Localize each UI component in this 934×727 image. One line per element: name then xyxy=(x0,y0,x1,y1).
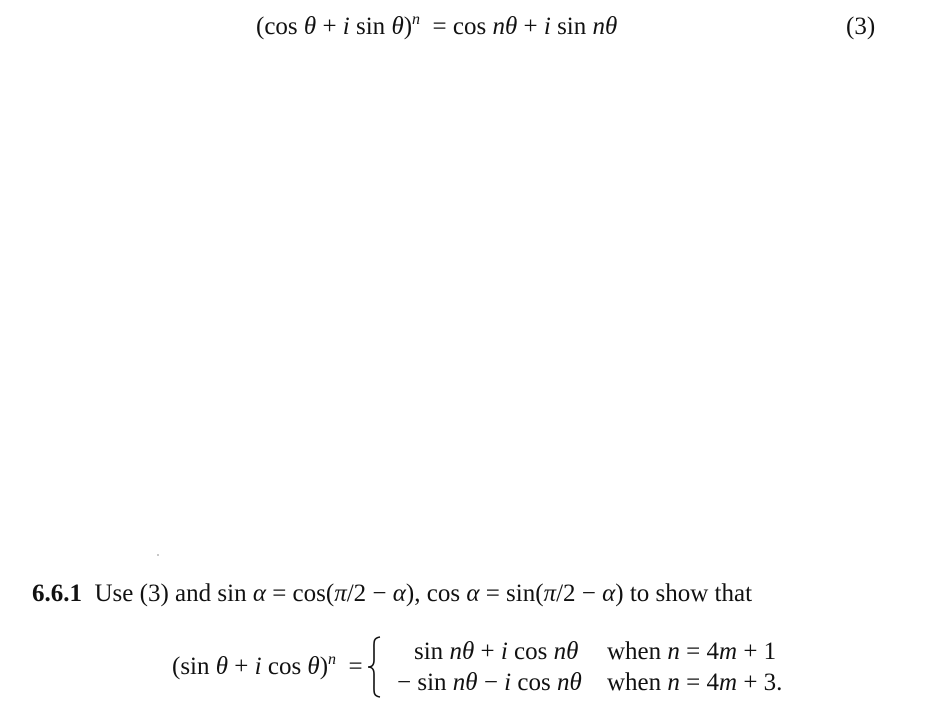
case-1-expression: sin nθ + i cos nθ xyxy=(414,638,579,665)
equation-equals: = xyxy=(432,13,447,40)
equation-exponent: n xyxy=(412,11,421,28)
left-brace-icon xyxy=(366,636,382,698)
equation-rhs: cos nθ + i sin nθ xyxy=(452,13,618,40)
scan-speck xyxy=(157,554,159,556)
equation-lhs: (cos θ + i sin θ) xyxy=(256,13,413,40)
exercise-label: 6.6.1 xyxy=(32,580,82,607)
case-1-condition: when n = 4m + 1 xyxy=(607,638,777,665)
exercise-text-before: Use (3) and xyxy=(94,580,212,607)
piecewise-equals: = xyxy=(348,653,363,680)
exercise-text-after: to show that xyxy=(629,580,753,607)
piecewise-exponent: n xyxy=(328,651,337,668)
equation-number: (3) xyxy=(846,13,876,40)
identity-2: cos α = sin(π/2 − α) xyxy=(426,580,624,607)
exercise-statement xyxy=(32,581,752,606)
case-2-expression: − sin nθ − i cos nθ xyxy=(397,669,582,696)
identity-1: sin α = cos(π/2 − α), xyxy=(217,580,421,607)
piecewise-lhs: (sin θ + i cos θ)$^n$ = xyxy=(172,651,363,680)
case-2-condition: when n = 4m + 3. xyxy=(607,669,783,696)
equation-3 xyxy=(256,11,618,40)
